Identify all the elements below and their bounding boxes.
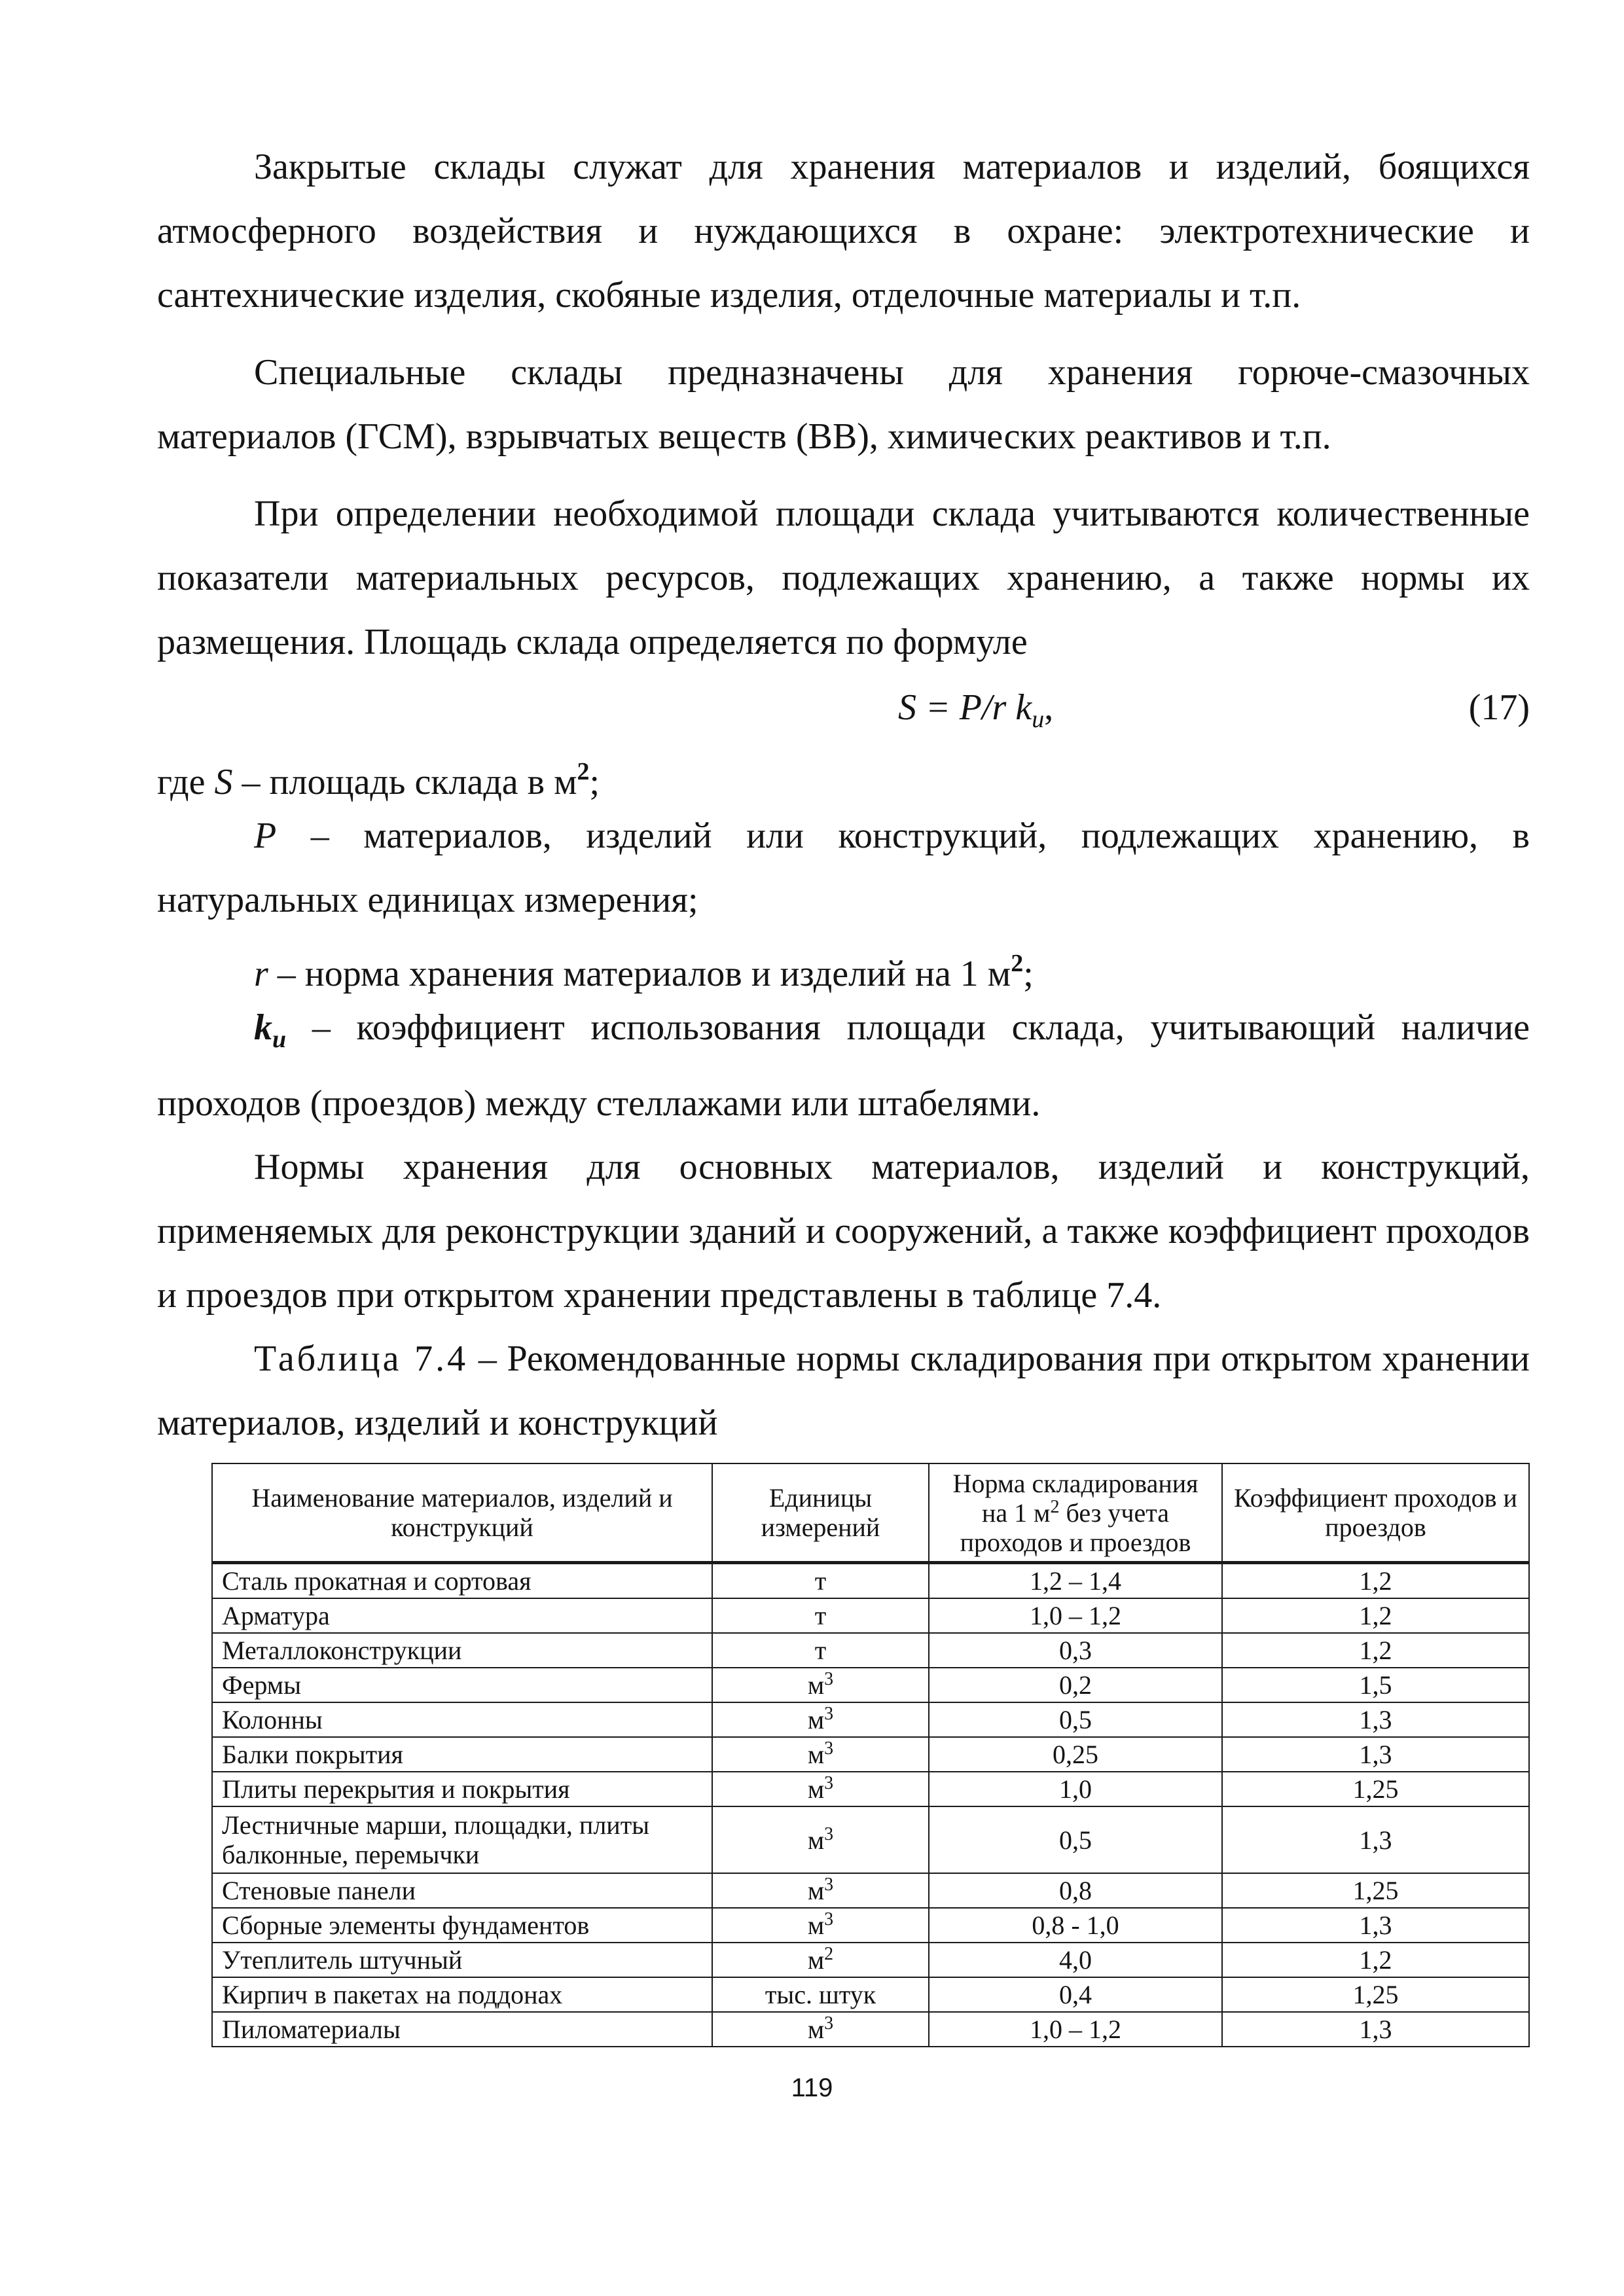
table-row (212, 1772, 1529, 1806)
cell-norm: 0,4 (929, 1977, 1222, 2012)
cell-norm: 0,5 (929, 1702, 1222, 1737)
page-number: 119 (791, 2073, 833, 2102)
cell-name: Колонны (212, 1702, 712, 1737)
formula-number: (17) (1468, 687, 1530, 728)
definition-r: r – норма хранения материалов и изделий на 1 $м^2$; (254, 950, 1034, 994)
table-row (212, 1598, 1529, 1633)
formula-expression: S = P/r $k_u$, (898, 687, 1054, 734)
cell-norm: 1,2 – 1,4 (929, 1563, 1222, 1599)
cell-coef: 1,2 (1222, 1633, 1529, 1668)
cell-coef: 1,3 (1222, 1806, 1529, 1873)
cell-unit: т (712, 1598, 929, 1633)
cell-coef: 1,2 (1222, 1598, 1529, 1633)
cell-unit: т (712, 1633, 929, 1668)
table-row (212, 1668, 1529, 1702)
table-row (212, 1806, 1529, 1873)
formula-17 (157, 675, 1530, 740)
cell-unit: $м^3$ (712, 1702, 929, 1737)
cell-coef: 1,3 (1222, 1702, 1529, 1737)
cell-unit: $м^2$ (712, 1943, 929, 1977)
definition-k: $k_u$ – коэффициент использования площади склада, учитывающий наличие проходов (проездов) между стеллажами или штабелями. (157, 1007, 1530, 1124)
cell-unit: $м^3$ (712, 1668, 929, 1702)
cell-coef: 1,5 (1222, 1668, 1529, 1702)
cell-unit: т (712, 1563, 929, 1599)
header-unit: Единицы измерений (712, 1463, 929, 1563)
cell-norm: 0,3 (929, 1633, 1222, 1668)
cell-coef: 1,25 (1222, 1873, 1529, 1908)
cell-name: Балки покрытия (212, 1737, 712, 1772)
paragraph-closed-warehouses: Закрытые склады служат для хранения материалов и изделий, боящихся атмосферного воздействия и нуждающихся в охране: электротехнические и сантехнические изделия, скобяные изделия, отделочные материалы и т.п. (157, 147, 1530, 315)
paragraph-special-warehouses: Специальные склады предназначены для хранения горюче-смазочных материалов (ГСМ), взрывчатых веществ (ВВ), химических реактивов и т.п. (157, 352, 1530, 457)
cell-norm: 0,25 (929, 1737, 1222, 1772)
cell-coef: 1,3 (1222, 1908, 1529, 1943)
header-coef: Коэффициент проходов и проездов (1222, 1463, 1529, 1563)
cell-name: Фермы (212, 1668, 712, 1702)
cell-norm: 1,0 – 1,2 (929, 2012, 1222, 2047)
cell-coef: 1,2 (1222, 1943, 1529, 1977)
cell-norm: 1,0 (929, 1772, 1222, 1806)
table-row (212, 1873, 1529, 1908)
cell-name: Арматура (212, 1598, 712, 1633)
table-row (212, 1563, 1529, 1599)
cell-unit: $м^3$ (712, 1737, 929, 1772)
cell-coef: 1,2 (1222, 1563, 1529, 1599)
definition-p: P – материалов, изделий или конструкций, подлежащих хранению, в натуральных единицах измерения; (157, 816, 1530, 920)
cell-unit: тыс. штук (712, 1977, 929, 2012)
header-name: Наименование материалов, изделий и конструкций (212, 1463, 712, 1563)
cell-norm: 4,0 (929, 1943, 1222, 1977)
table-row (212, 1702, 1529, 1737)
cell-unit: $м^3$ (712, 1806, 929, 1873)
table-row (212, 2012, 1529, 2047)
cell-norm: 0,8 (929, 1873, 1222, 1908)
paragraph-storage-norms: Нормы хранения для основных материалов, изделий и конструкций, применяемых для реконструкции зданий и сооружений, а также коэффициент проходов и проездов при открытом хранении представлены в таблице 7.4. (157, 1147, 1530, 1316)
cell-name: Стеновые панели (212, 1873, 712, 1908)
table-caption: Таблица 7.4 – Рекомендованные нормы складирования при открытом хранении материалов, изделий и конструкций (157, 1338, 1530, 1443)
cell-name: Плиты перекрытия и покрытия (212, 1772, 712, 1806)
cell-name: Пиломатериалы (212, 2012, 712, 2047)
cell-coef: 1,3 (1222, 1737, 1529, 1772)
cell-unit: $м^3$ (712, 1772, 929, 1806)
cell-coef: 1,25 (1222, 1772, 1529, 1806)
table-header-row (212, 1463, 1529, 1563)
cell-unit: $м^3$ (712, 1873, 929, 1908)
cell-norm: 0,2 (929, 1668, 1222, 1702)
cell-name: Кирпич в пакетах на поддонах (212, 1977, 712, 2012)
table-row (212, 1943, 1529, 1977)
cell-unit: $м^3$ (712, 2012, 929, 2047)
table-row (212, 1977, 1529, 2012)
cell-norm: 0,5 (929, 1806, 1222, 1873)
cell-unit: $м^3$ (712, 1908, 929, 1943)
storage-norms-table (211, 1463, 1530, 2047)
cell-name: Сборные элементы фундаментов (212, 1908, 712, 1943)
table-row (212, 1633, 1529, 1668)
cell-name: Утеплитель штучный (212, 1943, 712, 1977)
header-norm: Норма складирования на 1 $м^2$ без учета проходов и проездов (929, 1463, 1222, 1563)
cell-name: Лестничные марши, площадки, плиты балконные, перемычки (212, 1806, 712, 1873)
table-row (212, 1737, 1529, 1772)
cell-name: Сталь прокатная и сортовая (212, 1563, 712, 1599)
cell-coef: 1,3 (1222, 2012, 1529, 2047)
table-row (212, 1908, 1529, 1943)
paragraph-area-determination: При определении необходимой площади склада учитываются количественные показатели материальных ресурсов, подлежащих хранению, а также нормы их размещения. Площадь склада определяется по формуле (157, 493, 1530, 662)
cell-coef: 1,25 (1222, 1977, 1529, 2012)
cell-norm: 1,0 – 1,2 (929, 1598, 1222, 1633)
definition-s: где S – площадь склада в $м^2$; (157, 758, 600, 802)
cell-norm: 0,8 - 1,0 (929, 1908, 1222, 1943)
cell-name: Металлоконструкции (212, 1633, 712, 1668)
